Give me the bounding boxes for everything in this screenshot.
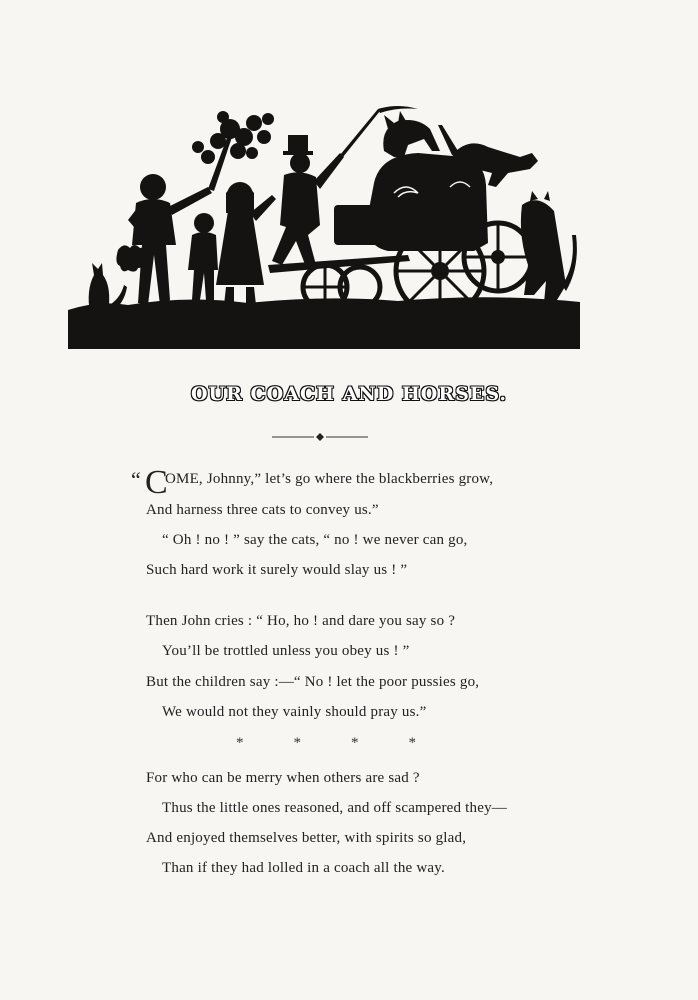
separator-star: * bbox=[408, 735, 416, 751]
verse1-line2: And harness three cats to convey us.” bbox=[146, 502, 379, 518]
verse2-line2: You’ll be trottled unless you obey us ! ” bbox=[162, 643, 410, 659]
verse2-line1: Then John cries : “ Ho, ho ! and dare you say so ? bbox=[146, 613, 456, 629]
verse3-line3: And enjoyed themselves better, with spirits so glad, bbox=[146, 830, 467, 846]
title-divider-rule bbox=[272, 432, 368, 442]
verse1-line1: OME, Johnny,” let’s go where the blackberries grow, bbox=[165, 471, 494, 487]
separator-star: * bbox=[293, 735, 301, 751]
opening-quote-mark: “ bbox=[131, 467, 141, 492]
drop-cap-letter: C bbox=[145, 464, 168, 501]
silhouette-illustration bbox=[68, 95, 580, 351]
separator-star: * bbox=[236, 735, 244, 751]
verse1-line4: Such hard work it surely would slay us ! ” bbox=[146, 562, 408, 578]
verse2-line4: We would not they vainly should pray us.” bbox=[162, 704, 427, 720]
verse2-line3: But the children say :—“ No ! let the poor pussies go, bbox=[146, 674, 480, 690]
poem-title: OUR COACH AND HORSES. bbox=[191, 383, 507, 405]
verse1-line3: “ Oh ! no ! ” say the cats, “ no ! we never can go, bbox=[162, 532, 468, 548]
section-separator-stars bbox=[236, 735, 416, 752]
verse3-line2: Thus the little ones reasoned, and off scampered they— bbox=[162, 800, 508, 816]
verse3-line1: For who can be merry when others are sad ? bbox=[146, 770, 420, 786]
separator-star: * bbox=[351, 735, 359, 751]
verse3-line4: Than if they had lolled in a coach all the way. bbox=[162, 860, 445, 876]
